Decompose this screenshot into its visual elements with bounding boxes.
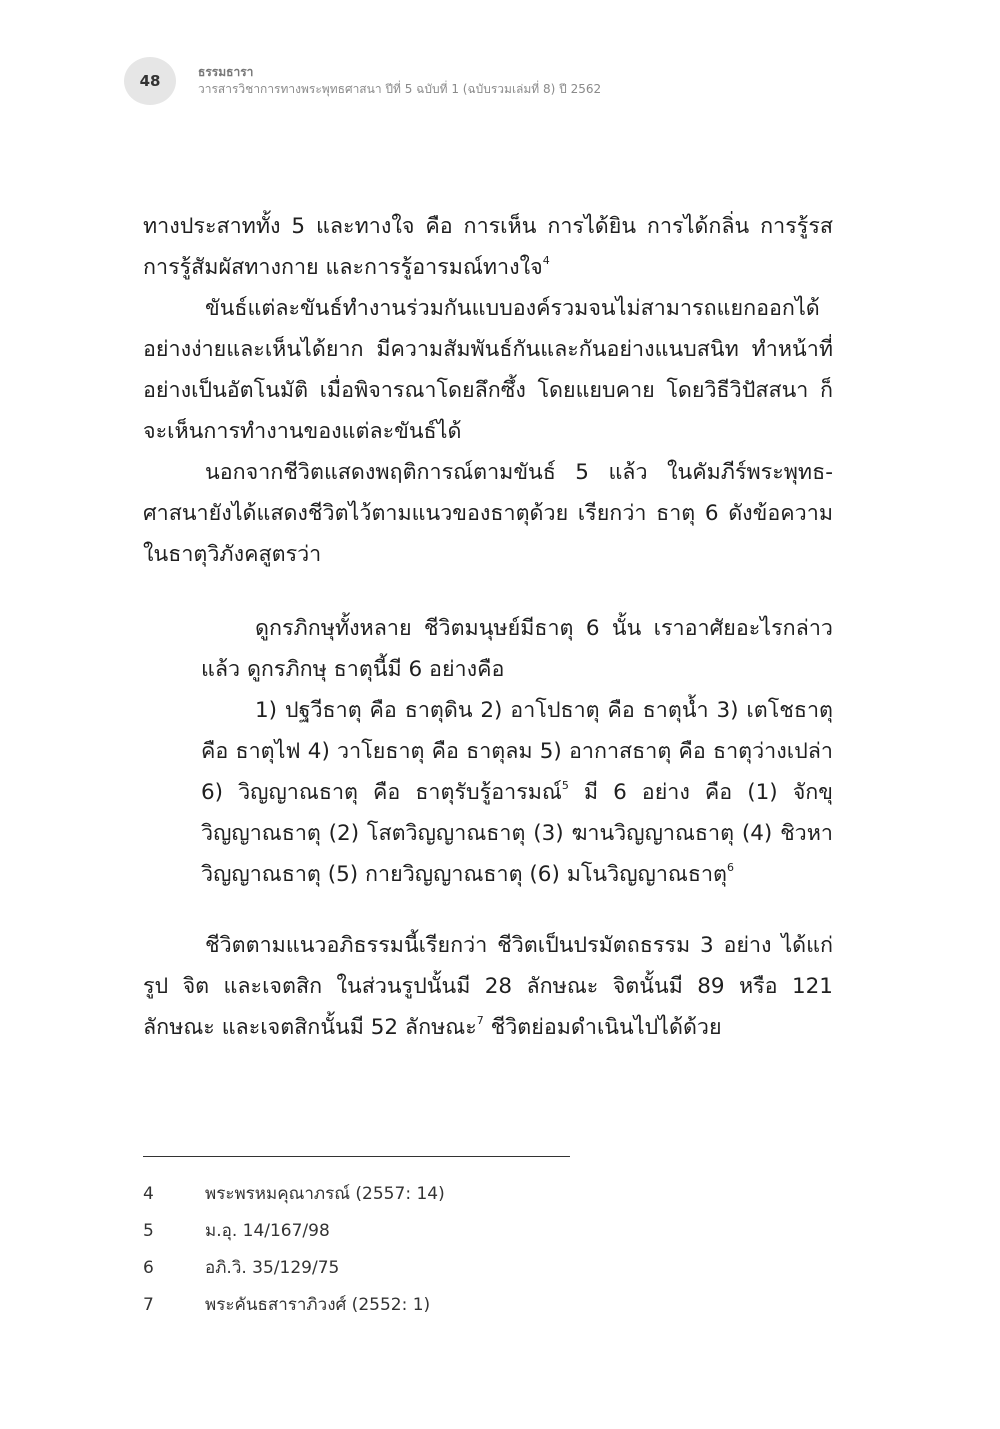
footnote-ref-7: 7 [476,1014,484,1027]
journal-issue: วารสารวิชาการทางพระพุทธศาสนา ปีที่ 5 ฉบับที่ 1 (ฉบับรวมเล่มที่ 8) ปี 2562 [198,82,602,96]
footnote-ref-4: 4 [542,254,550,267]
footnote-text: พระพรหมคุณาภรณ์ (2557: 14) [205,1184,445,1204]
footnote-text: อภิ.วิ. 35/129/75 [205,1258,340,1278]
footnote-text: พระคันธสาราภิวงศ์ (2552: 1) [205,1295,431,1315]
footnote-text: ม.อุ. 14/167/98 [205,1221,330,1241]
page-number-badge [124,57,176,105]
footnote-ref-5: 5 [561,779,569,792]
footnote-ref-6: 6 [727,861,735,874]
body-block-1 [143,206,833,575]
footnote-number: 7 [143,1294,154,1315]
paragraph-2: ขันธ์แต่ละขันธ์ทำงานร่วมกันแบบองค์รวมจนไม่สามารถแยกออกได้อย่างง่ายและเห็นได้ยาก มีความสัมพันธ์กันและกันอย่างแนบสนิท ทำหน้าที่อย่างเป็นอัตโนมัติ เมื่อพิจารณาโดยลึกซึ้ง โดยแยบคาย โดยวิธีวิปัสสนา ก็จะเห็นการทำงานของแต่ละขันธ์ได้ [143,296,833,444]
quote-block [143,608,833,895]
paragraph-4: ชีวิตตามแนวอภิธรรมนี้เรียกว่า ชีวิตเป็นปรมัตถธรรม 3 อย่าง ได้แก่ รูป จิต และเจตสิก ในส่วนรูปนั้นมี 28 ลักษณะ จิตนั้นมี 89 หรือ 121 ลักษณะ และเจตสิกนั้นมี 52 ลักษณะ$^7$ ชีวิตย่อมดำเนินไปได้ด้วย [143,933,833,1040]
paragraph-3: นอกจากชีวิตแสดงพฤติการณ์ตามขันธ์ 5 แล้ว ในคัมภีร์พระพุทธ-ศาสนายังได้แสดงชีวิตไว้ตามแนวของธาตุด้วย เรียกว่า ธาตุ 6 ดังข้อความในธาตุวิภังคสูตรว่า [143,460,833,567]
footnote-number: 4 [143,1183,154,1204]
footnote-item [143,1212,833,1249]
quote-paragraph-2: 1) ปฐวีธาตุ คือ ธาตุดิน 2) อาโปธาตุ คือ ธาตุน้ำ 3) เตโชธาตุ คือ ธาตุไฟ 4) วาโยธาตุ คือ ธาตุลม 5) อากาสธาตุ คือ ธาตุว่างเปล่า 6) วิญญาณธาตุ คือ ธาตุรับรู้อารมณ์$^5$ มี 6 อย่าง คือ (1) จักขุวิญญาณธาตุ (2) โสตวิญญาณธาตุ (3) ฆานวิญญาณธาตุ (4) ชิวหาวิญญาณธาตุ (5) กายวิญญาณธาตุ (6) มโนวิญญาณธาตุ$^6$ [201,698,833,887]
footnote-item [143,1249,833,1286]
journal-name: ธรรมธารา [198,65,254,79]
footnotes [143,1175,833,1323]
page-number: 48 [139,72,161,90]
footnote-divider [143,1156,570,1157]
footnote-item [143,1286,833,1323]
running-header [198,64,601,98]
quote-paragraph-1: ดูกรภิกษุทั้งหลาย ชีวิตมนุษย์มีธาตุ 6 นั้น เราอาศัยอะไรกล่าวแล้ว ดูกรภิกษุ ธาตุนี้มี 6 อย่างคือ [201,616,833,682]
footnote-item [143,1175,833,1212]
paragraph-1: ทางประสาททั้ง 5 และทางใจ คือ การเห็น การได้ยิน การได้กลิ่น การรู้รส การรู้สัมผัสทางกาย และการรู้อารมณ์ทางใจ$^4$ [143,214,833,280]
footnote-number: 6 [143,1257,154,1278]
body-block-2 [143,925,833,1048]
footnote-number: 5 [143,1220,154,1241]
